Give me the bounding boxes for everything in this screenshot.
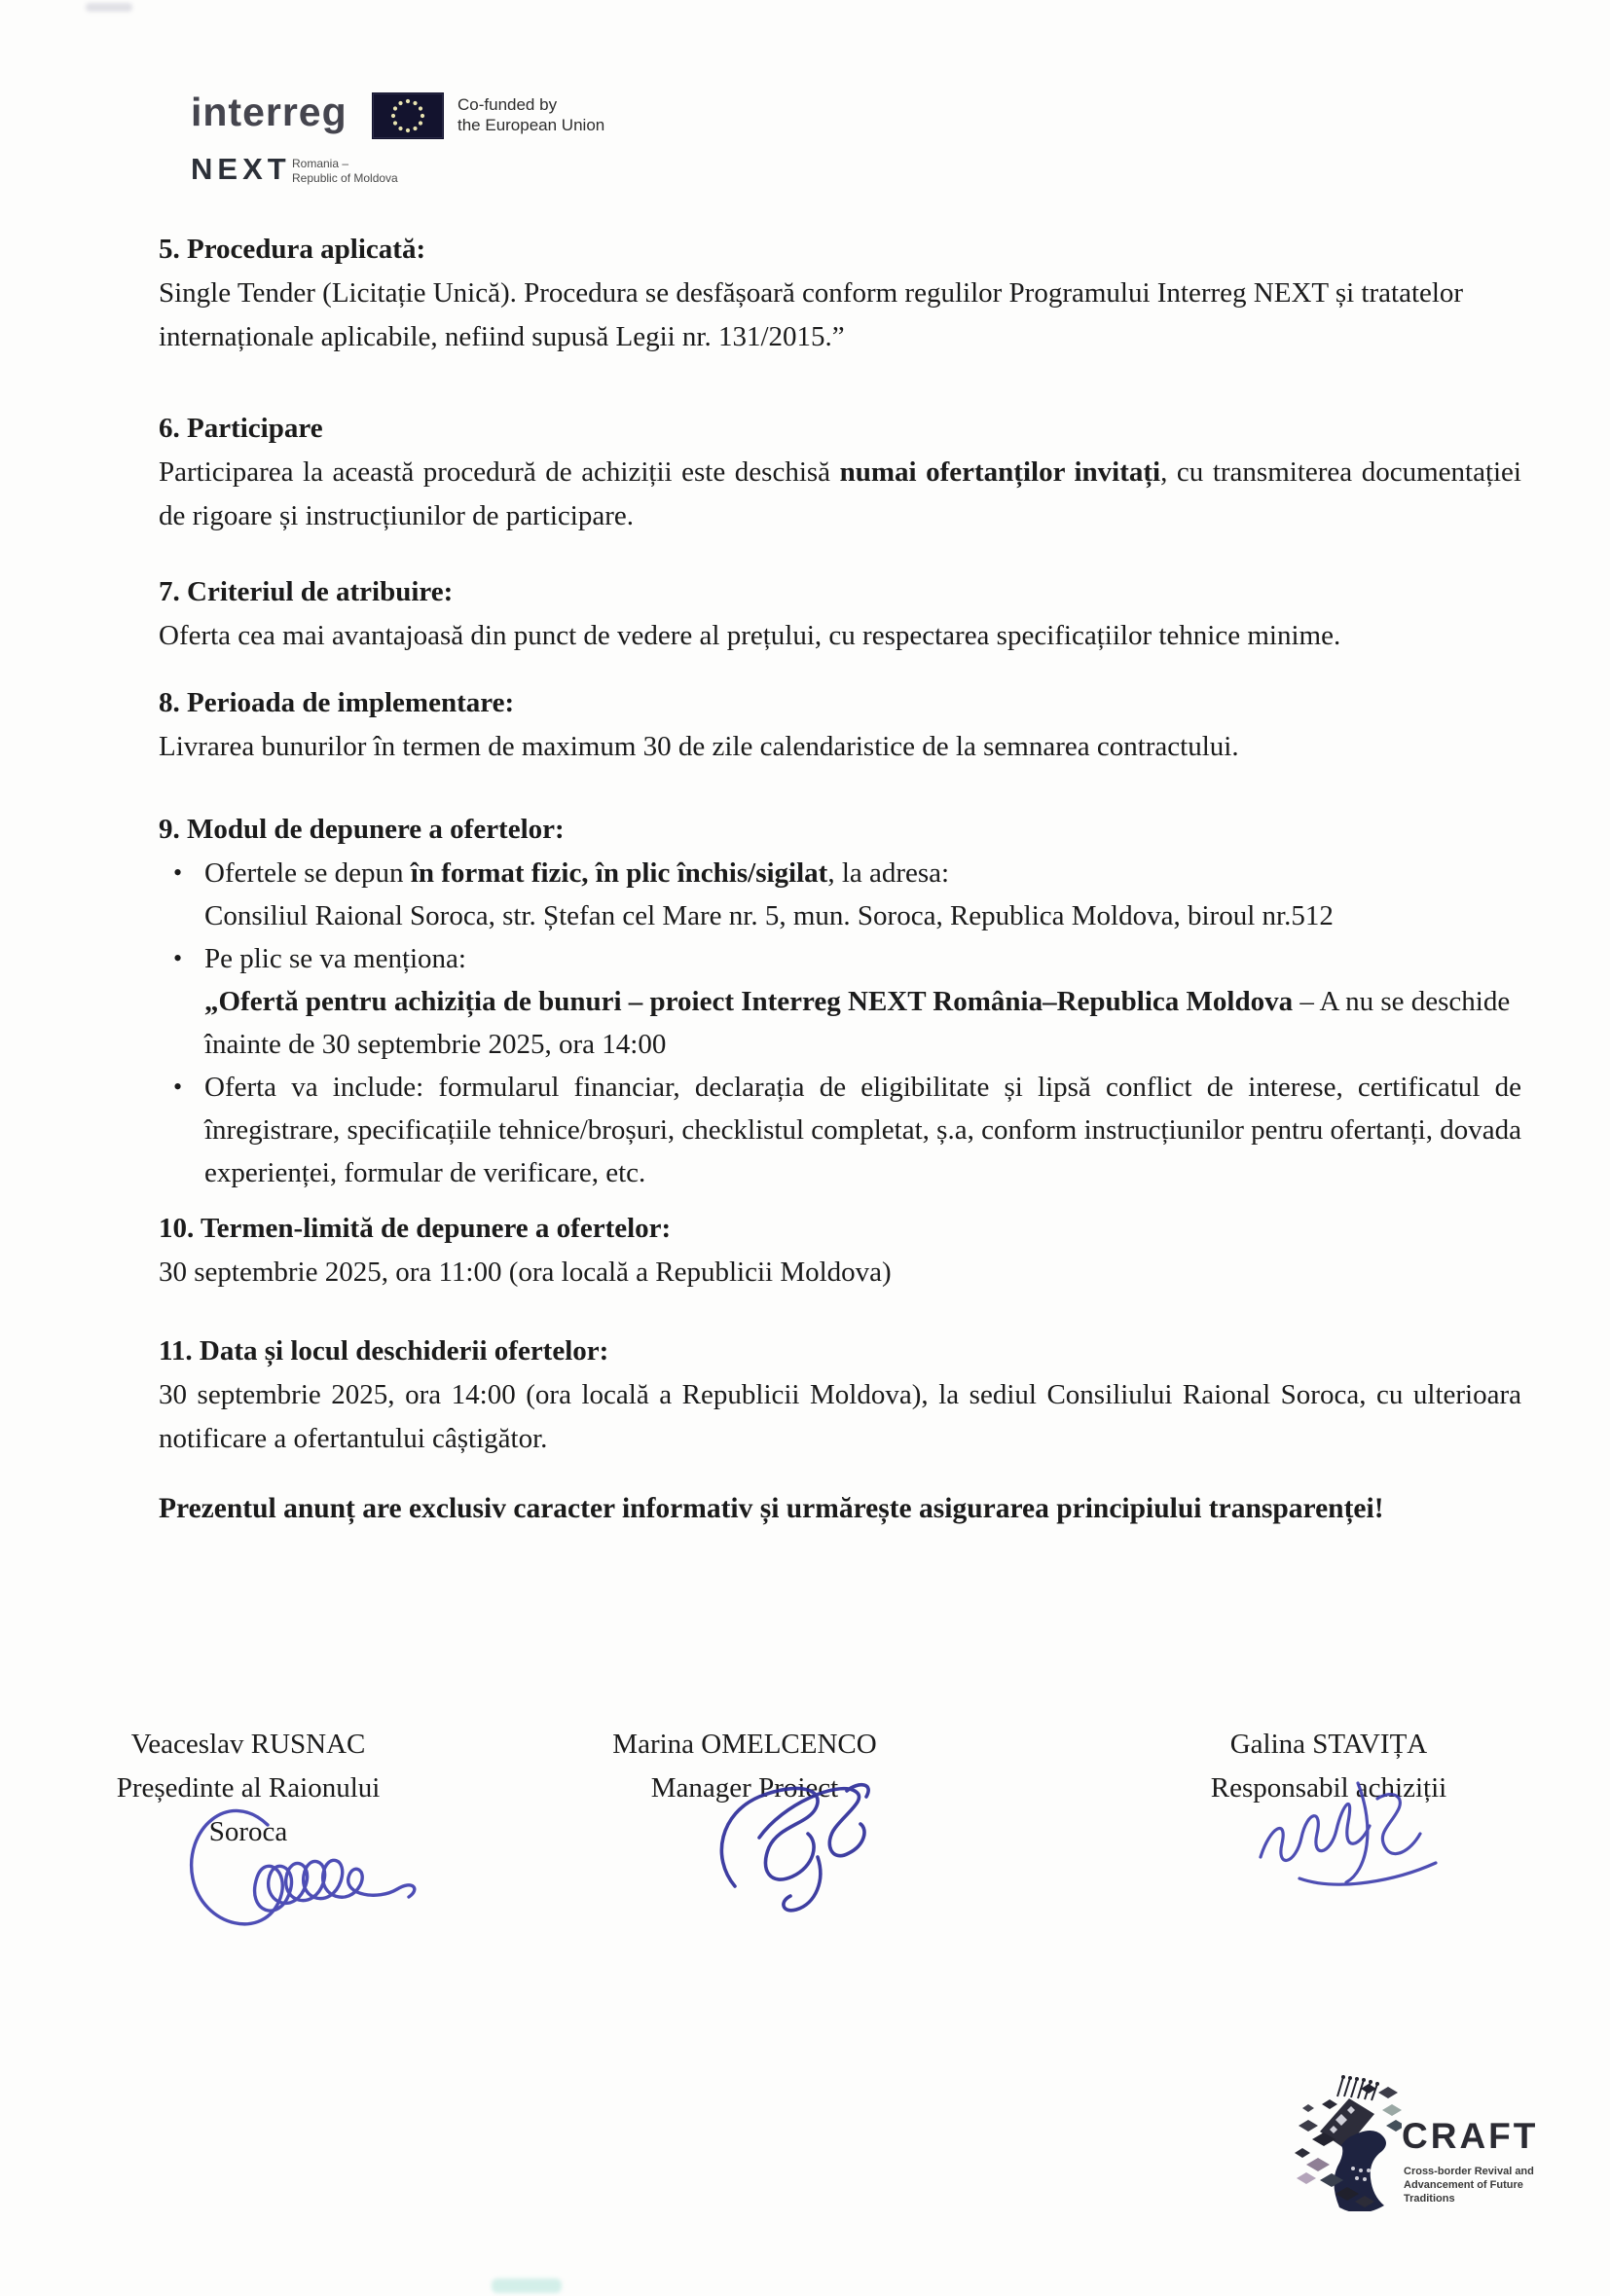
- craft-logo-name: CRAFT: [1402, 2116, 1539, 2156]
- section-9: [159, 808, 1521, 1194]
- bullet-2: • Pe plic se va menționa:: [159, 937, 1521, 980]
- section-6-body-pre: Participarea la această procedură de achiziții este deschisă: [159, 456, 840, 488]
- section-5-heading: 5. Procedura aplicată:: [159, 234, 426, 265]
- craft-tagline-line1: Cross-border Revival and: [1404, 2166, 1534, 2177]
- section-7: [159, 570, 1521, 658]
- next-program-label: [292, 157, 398, 186]
- section-7-body: Oferta cea mai avantajoasă din punct de vedere al prețului, cu respectarea specificațiilor tehnice minime.: [159, 620, 1341, 651]
- bullet-3: • Oferta va include: formularul financiar, declarația de eligibilitate și lipsă conflict de interese, certificatul de înregistrare, specificațiile tehnice/broșuri, checklistul completat, ș.a, conform instrucțiunilor pentru ofertanți, dovada experienței, formular de verificare, etc.: [159, 1066, 1521, 1194]
- bullet-1: [159, 852, 1521, 894]
- section-7-heading: 7. Criteriul de atribuire:: [159, 576, 454, 607]
- eu-flag-icon: [372, 92, 444, 139]
- signer-name: Galina STAVIȚA: [1229, 1729, 1428, 1760]
- section-11-heading: 11. Data și locul deschiderii ofertelor:: [159, 1335, 609, 1367]
- next-logo: NEXT: [191, 152, 291, 186]
- bullet-2-bold: „Ofertă pentru achiziția de bunuri – proiect Interreg NEXT România–Republica Moldova: [204, 986, 1294, 1017]
- bullet-2-envelope-text: [159, 980, 1521, 1066]
- bullet-1-address: Consiliul Raional Soroca, str. Ștefan cel Mare nr. 5, mun. Soroca, Republica Moldova, biroul nr.512: [204, 900, 1334, 931]
- section-11: [159, 1330, 1521, 1461]
- signature-ink-procurement: [1241, 1769, 1475, 1915]
- next-sub-line1: Romania –: [292, 157, 349, 170]
- next-sub-line2: Republic of Moldova: [292, 171, 398, 185]
- section-6-body-post: , cu transmiterea documentației de rigoare și instrucțiunilor de participare.: [159, 456, 1521, 531]
- section-6-heading: 6. Participare: [159, 413, 323, 444]
- scan-artifact-bottom: [492, 2278, 562, 2293]
- cofunded-line1: Co-funded by: [457, 95, 558, 114]
- section-6-body: [159, 451, 1521, 538]
- craft-logo: [1293, 2075, 1565, 2216]
- signature-ink-manager: [701, 1779, 944, 1925]
- signer-name: Veaceslav RUSNAC: [130, 1729, 366, 1760]
- cofunded-line2: the European Union: [457, 116, 605, 134]
- scan-artifact-top: [86, 3, 132, 12]
- section-6: [159, 407, 1521, 538]
- section-6-body-bold: numai ofertanților invitați: [839, 456, 1161, 488]
- section-8-heading: 8. Perioada de implementare:: [159, 687, 515, 718]
- bullet-1-post: , la adresa:: [827, 857, 950, 889]
- signer-name: Marina OMELCENCO: [612, 1729, 877, 1760]
- signature-ink-president: [175, 1796, 496, 1956]
- bullet-1-bold: în format fizic, în plic închis/sigilat: [410, 857, 828, 889]
- craft-tagline-line2: Advancement of Future Traditions: [1404, 2179, 1523, 2205]
- section-8-body: Livrarea bunurilor în termen de maximum 30 de zile calendaristice de la semnarea contractului.: [159, 731, 1239, 762]
- section-8: [159, 681, 1521, 769]
- bullet-2-post: – A nu se deschide înainte de 30 septembrie 2025, ora 14:00: [204, 986, 1511, 1060]
- transparency-notice: Prezentul anunț are exclusiv caracter informativ și urmărește asigurarea principiului transparenței!: [159, 1493, 1384, 1524]
- section-9-heading: 9. Modul de depunere a ofertelor:: [159, 814, 565, 845]
- signer-title: Responsabil achiziții: [1210, 1772, 1447, 1804]
- cofunded-label: [457, 94, 604, 135]
- section-5: [159, 228, 1521, 359]
- section-10-heading: 10. Termen-limită de depunere a ofertelor:: [159, 1213, 672, 1244]
- craft-logo-icon: [1293, 2075, 1402, 2211]
- craft-logo-tagline: [1404, 2165, 1565, 2205]
- section-5-body: Single Tender (Licitație Unică). Procedura se desfășoară conform regulilor Programului Interreg NEXT și tratatelor internaționale aplicabile, nefiind supusă Legii nr. 131/2015.”: [159, 277, 1464, 352]
- section-10-body: 30 septembrie 2025, ora 11:00 (ora locală a Republicii Moldova): [159, 1257, 892, 1288]
- signer-title: Președinte al Raionului Soroca: [116, 1772, 381, 1847]
- bullet-1-pre: Ofertele se depun: [204, 857, 411, 889]
- section-11-body: 30 septembrie 2025, ora 14:00 (ora locală a Republicii Moldova), la sediul Consiliului Raional Soroca, cu ulterioara notificare a ofertantului câștigător.: [159, 1379, 1521, 1454]
- section-10: [159, 1207, 1521, 1294]
- signer-title: Manager Proiect: [650, 1772, 839, 1804]
- interreg-logo: interreg: [191, 90, 348, 134]
